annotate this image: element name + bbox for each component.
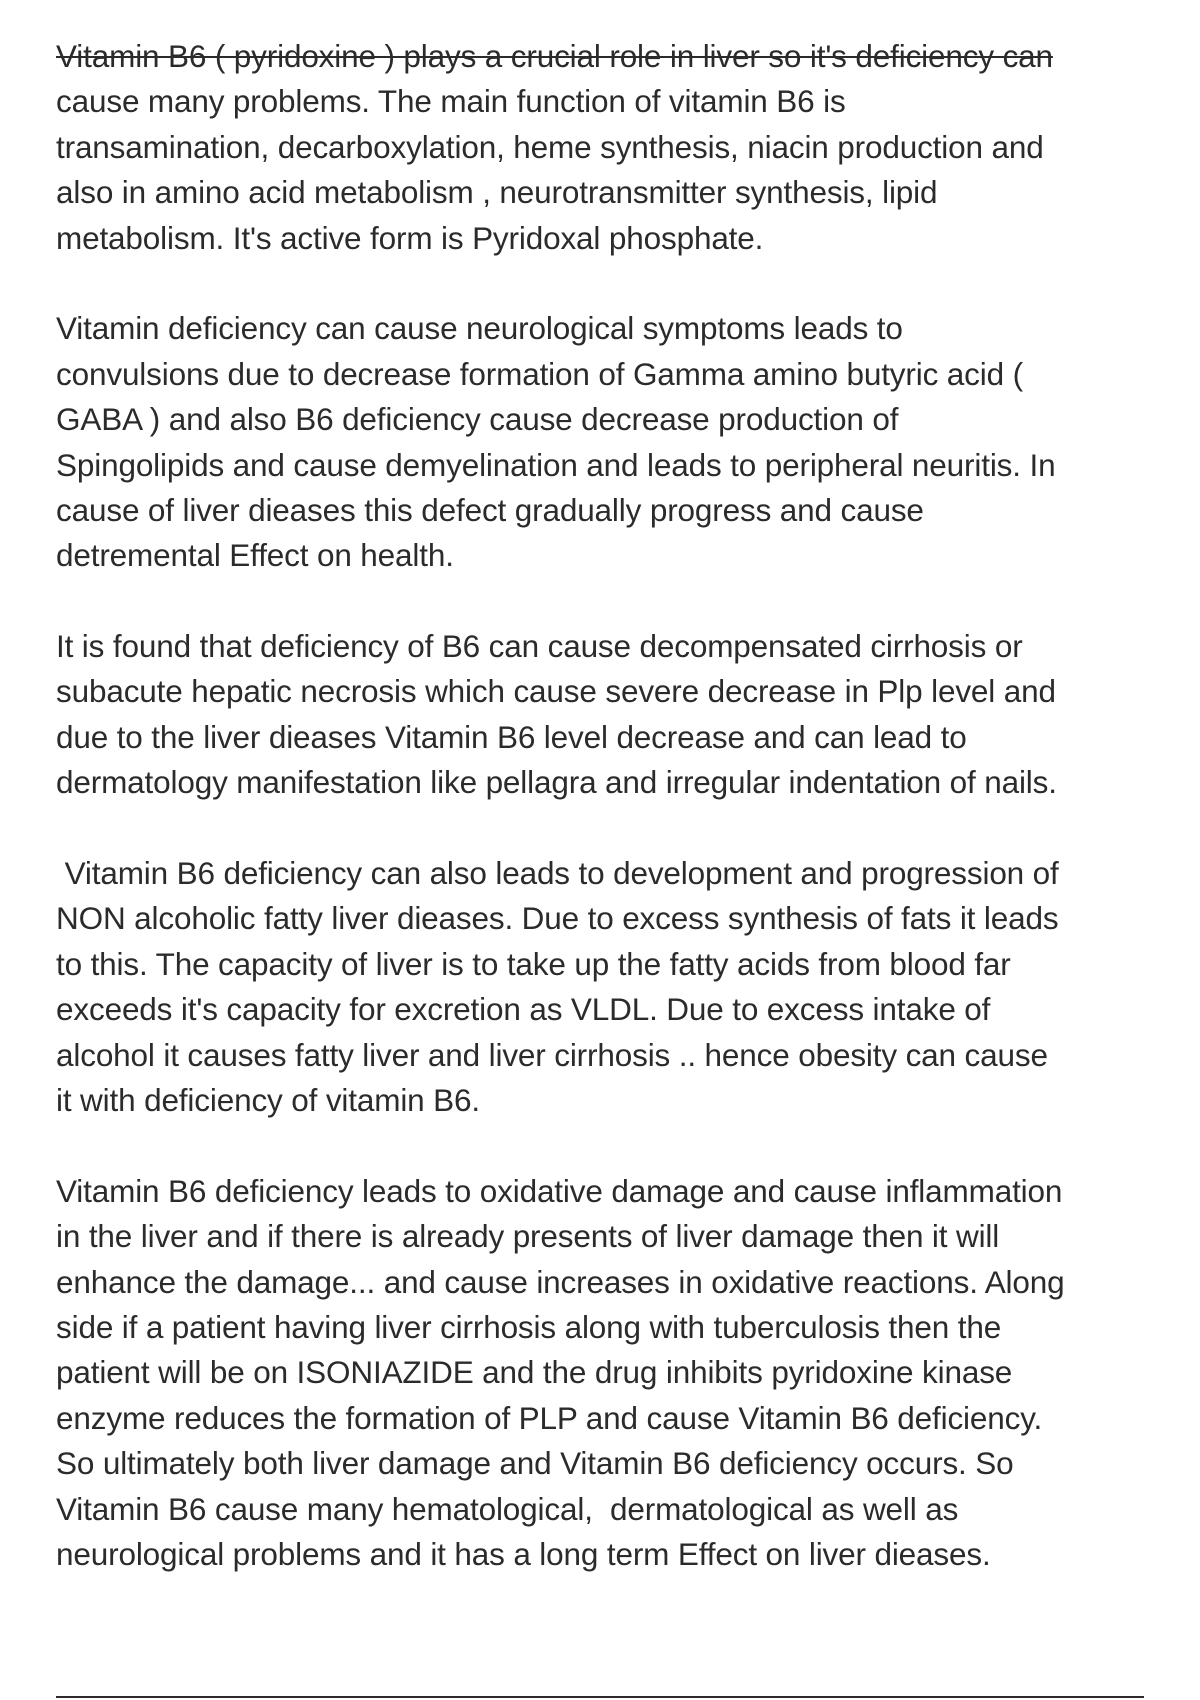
text-line: neurological problems and it has a long term Effect on liver dieases. [56, 1535, 991, 1572]
paragraph-oxidative-damage [56, 1169, 1166, 1578]
text-line: also in amino acid metabolism , neurotransmitter synthesis, lipid [56, 174, 938, 211]
text-line: metabolism. It's active form is Pyridoxal phosphate. [56, 219, 764, 256]
text-line: enzyme reduces the formation of PLP and cause Vitamin B6 deficiency. [56, 1399, 1043, 1436]
bottom-divider [56, 1696, 1144, 1698]
text-line: Vitamin B6 deficiency can also leads to development and progression of [56, 855, 1059, 892]
paragraph-gap [56, 806, 1166, 851]
paragraph-cirrhosis-necrosis [56, 624, 1166, 806]
text-line: side if a patient having liver cirrhosis along with tuberculosis then the [56, 1308, 1002, 1345]
text-line: NON alcoholic fatty liver dieases. Due to excess synthesis of fats it leads [56, 900, 1059, 937]
paragraph-gap [56, 579, 1166, 624]
text-line: So ultimately both liver damage and Vitamin B6 deficiency occurs. So [56, 1445, 1014, 1482]
text-line: due to the liver dieases Vitamin B6 level decrease and can lead to [56, 718, 967, 755]
text-line: it with deficiency of vitamin B6. [56, 1081, 480, 1118]
document-body [56, 34, 1166, 1577]
text-line: enhance the damage... and cause increases in oxidative reactions. Along [56, 1263, 1065, 1300]
text-line: It is found that deficiency of B6 can cause decompensated cirrhosis or [56, 628, 1023, 665]
text-line: Spingolipids and cause demyelination and leads to peripheral neuritis. In [56, 446, 1056, 483]
text-line: exceeds it's capacity for excretion as VLDL. Due to excess intake of [56, 991, 991, 1028]
paragraph-gap [56, 1123, 1166, 1168]
text-line: alcohol it causes fatty liver and liver cirrhosis .. hence obesity can cause [56, 1036, 1048, 1073]
text-line: cause many problems. The main function of vitamin B6 is [56, 83, 846, 120]
text-line: cause of liver dieases this defect gradually progress and cause [56, 491, 924, 528]
text-line: transamination, decarboxylation, heme synthesis, niacin production and [56, 128, 1044, 165]
text-line: convulsions due to decrease formation of Gamma amino butyric acid ( [56, 355, 1023, 392]
text-line: to this. The capacity of liver is to take up the fatty acids from blood far [56, 945, 1011, 982]
text-line: dermatology manifestation like pellagra and irregular indentation of nails. [56, 764, 1057, 801]
text-line: GABA ) and also B6 deficiency cause decrease production of [56, 401, 899, 438]
paragraph-fatty-liver [56, 851, 1166, 1123]
paragraph-gap [56, 261, 1166, 306]
text-line: Vitamin deficiency can cause neurological symptoms leads to [56, 310, 903, 347]
text-line: Vitamin B6 cause many hematological, dermatological as well as [56, 1490, 959, 1527]
paragraph-vitamin-b6-role [56, 34, 1166, 261]
struck-through-line: Vitamin B6 ( pyridoxine ) plays a crucial role in liver so it's deficiency can [56, 38, 1053, 74]
text-line: detremental Effect on health. [56, 537, 454, 574]
text-line: subacute hepatic necrosis which cause severe decrease in Plp level and [56, 673, 1056, 710]
paragraph-neurological-symptoms [56, 306, 1166, 578]
text-line: patient will be on ISONIAZIDE and the drug inhibits pyridoxine kinase [56, 1354, 1013, 1391]
text-line: in the liver and if there is already presents of liver damage then it will [56, 1218, 1000, 1255]
text-line: Vitamin B6 deficiency leads to oxidative damage and cause inflammation [56, 1172, 1063, 1209]
